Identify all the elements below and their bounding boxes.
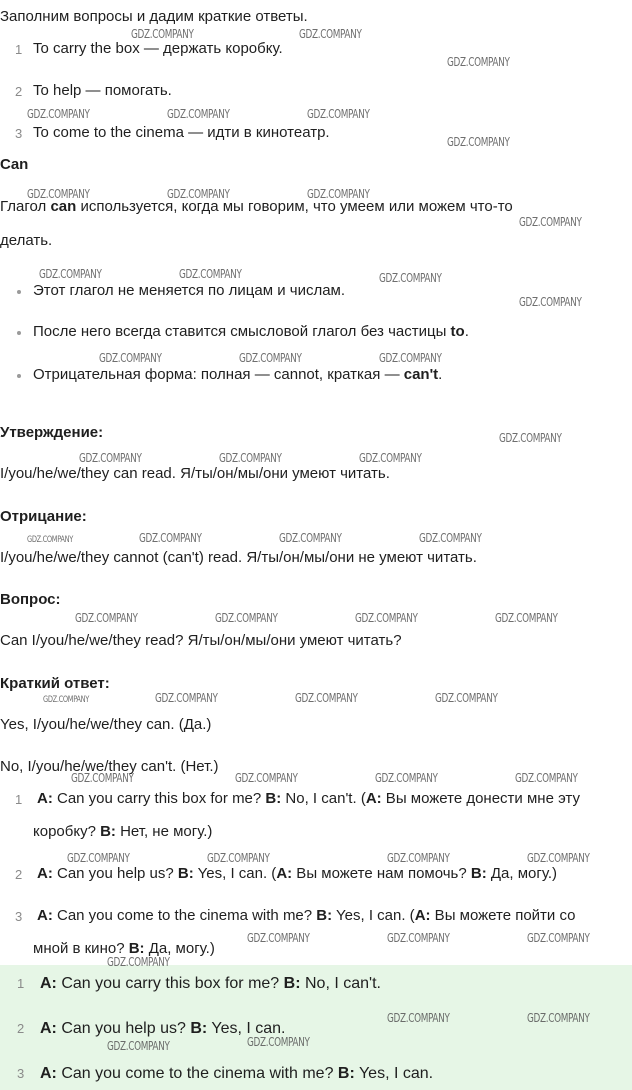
speaker: A: <box>37 790 53 807</box>
watermark: GDZ.COMPANY <box>527 851 590 865</box>
text: используется, когда мы говорим, что умеем или можем что-то <box>76 198 513 215</box>
speaker: B: <box>100 823 116 840</box>
list-number: 1 <box>15 792 23 807</box>
watermark: GDZ.COMPANY <box>495 611 558 625</box>
watermark: GDZ.COMPANY <box>167 107 230 121</box>
watermark: GDZ.COMPANY <box>27 535 73 545</box>
watermark: GDZ.COMPANY <box>67 851 130 865</box>
section-title-question: Вопрос: <box>0 591 61 608</box>
dialog-line <box>37 790 580 808</box>
text: Can you help us? <box>52 865 178 882</box>
watermark: GDZ.COMPANY <box>379 351 442 365</box>
bullet-dot <box>17 374 21 378</box>
list-number: 3 <box>15 909 23 924</box>
watermark: GDZ.COMPANY <box>139 531 202 545</box>
list-number: 3 <box>15 126 23 141</box>
text: Отрицательная форма: полная — cannot, краткая — <box>33 366 404 383</box>
text: После него всегда ставится смысловой глагол без частицы <box>33 323 451 340</box>
text: Yes, I can. ( <box>193 865 277 882</box>
bullet-item: Этот глагол не меняется по лицам и числам. <box>33 282 346 299</box>
watermark: GDZ.COMPANY <box>279 531 342 545</box>
bullet-dot <box>17 331 21 335</box>
section-text-negative: I/you/he/we/they cannot (can't) read. Я/ты/он/мы/они не умеют читать. <box>0 549 477 566</box>
section-title-negative: Отрицание: <box>0 508 87 525</box>
watermark: GDZ.COMPANY <box>355 611 418 625</box>
answer-line <box>40 974 381 993</box>
watermark: GDZ.COMPANY <box>519 215 582 229</box>
watermark: GDZ.COMPANY <box>107 955 170 969</box>
list-item: To come to the cinema — идти в кинотеатр. <box>33 124 330 141</box>
text: Вы можете пойти со <box>430 907 576 924</box>
watermark: GDZ.COMPANY <box>527 1011 590 1025</box>
keyword: can't <box>403 366 439 383</box>
watermark: GDZ.COMPANY <box>131 27 194 41</box>
watermark: GDZ.COMPANY <box>375 771 438 785</box>
speaker: B: <box>337 1065 355 1082</box>
text: коробку? <box>33 823 101 840</box>
watermark: GDZ.COMPANY <box>447 55 510 69</box>
list-number: 3 <box>17 1066 25 1081</box>
speaker: B: <box>190 1020 208 1037</box>
watermark: GDZ.COMPANY <box>387 931 450 945</box>
watermark: GDZ.COMPANY <box>219 451 282 465</box>
bullet-item <box>33 323 469 341</box>
intro-text: Заполним вопросы и дадим краткие ответы. <box>0 8 308 25</box>
text: . <box>438 366 443 383</box>
watermark: GDZ.COMPANY <box>295 691 358 705</box>
watermark: GDZ.COMPANY <box>235 771 298 785</box>
watermark: GDZ.COMPANY <box>99 351 162 365</box>
watermark: GDZ.COMPANY <box>419 531 482 545</box>
watermark: GDZ.COMPANY <box>43 695 89 705</box>
speaker: B: <box>316 907 333 924</box>
list-item: To carry the box — держать коробку. <box>33 40 283 57</box>
watermark: GDZ.COMPANY <box>207 851 270 865</box>
watermark: GDZ.COMPANY <box>107 1039 170 1053</box>
list-item: To help — помогать. <box>33 82 172 99</box>
text: мной в кино? <box>33 940 129 957</box>
watermark: GDZ.COMPANY <box>27 107 90 121</box>
watermark: GDZ.COMPANY <box>247 1035 310 1049</box>
watermark: GDZ.COMPANY <box>215 611 278 625</box>
text: Да, могу.) <box>486 865 557 882</box>
speaker: A: <box>37 865 53 882</box>
watermark: GDZ.COMPANY <box>387 851 450 865</box>
watermark: GDZ.COMPANY <box>71 771 134 785</box>
text: Can you come to the cinema with me? <box>52 907 317 924</box>
can-description-cont: делать. <box>0 232 53 249</box>
text: Can you help us? <box>56 1020 191 1037</box>
text: No, I can't. <box>300 975 381 992</box>
text: Can you carry this box for me? <box>56 975 284 992</box>
speaker: B: <box>128 940 145 957</box>
watermark: GDZ.COMPANY <box>239 351 302 365</box>
speaker: A: <box>276 865 293 882</box>
list-number: 2 <box>15 867 23 882</box>
text: Yes, I can. <box>207 1020 286 1037</box>
text: Can you carry this box for me? <box>52 790 266 807</box>
text: Вы можете нам помочь? <box>292 865 471 882</box>
answer-line <box>40 1064 433 1083</box>
text: Yes, I can. <box>354 1065 434 1082</box>
keyword: to <box>450 323 465 340</box>
list-number: 2 <box>15 84 23 99</box>
watermark: GDZ.COMPANY <box>447 135 510 149</box>
watermark: GDZ.COMPANY <box>515 771 578 785</box>
section-title-affirmative: Утверждение: <box>0 424 104 441</box>
speaker: A: <box>365 790 382 807</box>
bullet-dot <box>17 290 21 294</box>
watermark: GDZ.COMPANY <box>519 295 582 309</box>
watermark: GDZ.COMPANY <box>79 451 142 465</box>
watermark: GDZ.COMPANY <box>299 27 362 41</box>
watermark: GDZ.COMPANY <box>435 691 498 705</box>
watermark: GDZ.COMPANY <box>155 691 218 705</box>
section-text-short-yes: Yes, I/you/he/we/they can. (Да.) <box>0 716 212 733</box>
section-text-short-no: No, I/you/he/we/they can't. (Нет.) <box>0 758 219 775</box>
speaker: A: <box>40 1065 57 1082</box>
speaker: B: <box>177 865 194 882</box>
speaker: A: <box>414 907 431 924</box>
text: Нет, не могу.) <box>115 823 213 840</box>
watermark: GDZ.COMPANY <box>359 451 422 465</box>
text: No, I can't. ( <box>281 790 366 807</box>
text: Yes, I can. ( <box>332 907 415 924</box>
dialog-line <box>37 865 557 883</box>
speaker: B: <box>265 790 282 807</box>
watermark: GDZ.COMPANY <box>387 1011 450 1025</box>
watermark: GDZ.COMPANY <box>39 267 102 281</box>
bullet-item <box>33 366 442 384</box>
list-number: 1 <box>17 976 25 991</box>
section-title-short: Краткий ответ: <box>0 675 110 692</box>
section-text-affirmative: I/you/he/we/they can read. Я/ты/он/мы/они умеют читать. <box>0 465 390 482</box>
watermark: GDZ.COMPANY <box>167 187 230 201</box>
text: Вы можете донести мне эту <box>381 790 580 807</box>
section-text-question: Can I/you/he/we/they read? Я/ты/он/мы/они умеют читать? <box>0 632 402 649</box>
watermark: GDZ.COMPANY <box>499 431 562 445</box>
speaker: B: <box>283 975 301 992</box>
watermark: GDZ.COMPANY <box>379 271 442 285</box>
speaker: A: <box>40 1020 57 1037</box>
watermark: GDZ.COMPANY <box>527 931 590 945</box>
keyword: can <box>50 198 77 215</box>
speaker: B: <box>470 865 487 882</box>
dialog-line-cont <box>33 823 212 841</box>
watermark: GDZ.COMPANY <box>247 931 310 945</box>
speaker: A: <box>37 907 53 924</box>
watermark: GDZ.COMPANY <box>307 187 370 201</box>
speaker: A: <box>40 975 57 992</box>
list-number: 2 <box>17 1021 25 1036</box>
dialog-line <box>37 907 575 925</box>
watermark: GDZ.COMPANY <box>307 107 370 121</box>
text: Да, могу.) <box>144 940 215 957</box>
text: Can you come to the cinema with me? <box>56 1065 338 1082</box>
text: Глагол <box>0 198 51 215</box>
watermark: GDZ.COMPANY <box>75 611 138 625</box>
watermark: GDZ.COMPANY <box>179 267 242 281</box>
list-number: 1 <box>15 42 23 57</box>
section-heading-can: Can <box>0 156 29 173</box>
text: . <box>464 323 469 340</box>
watermark: GDZ.COMPANY <box>27 187 90 201</box>
